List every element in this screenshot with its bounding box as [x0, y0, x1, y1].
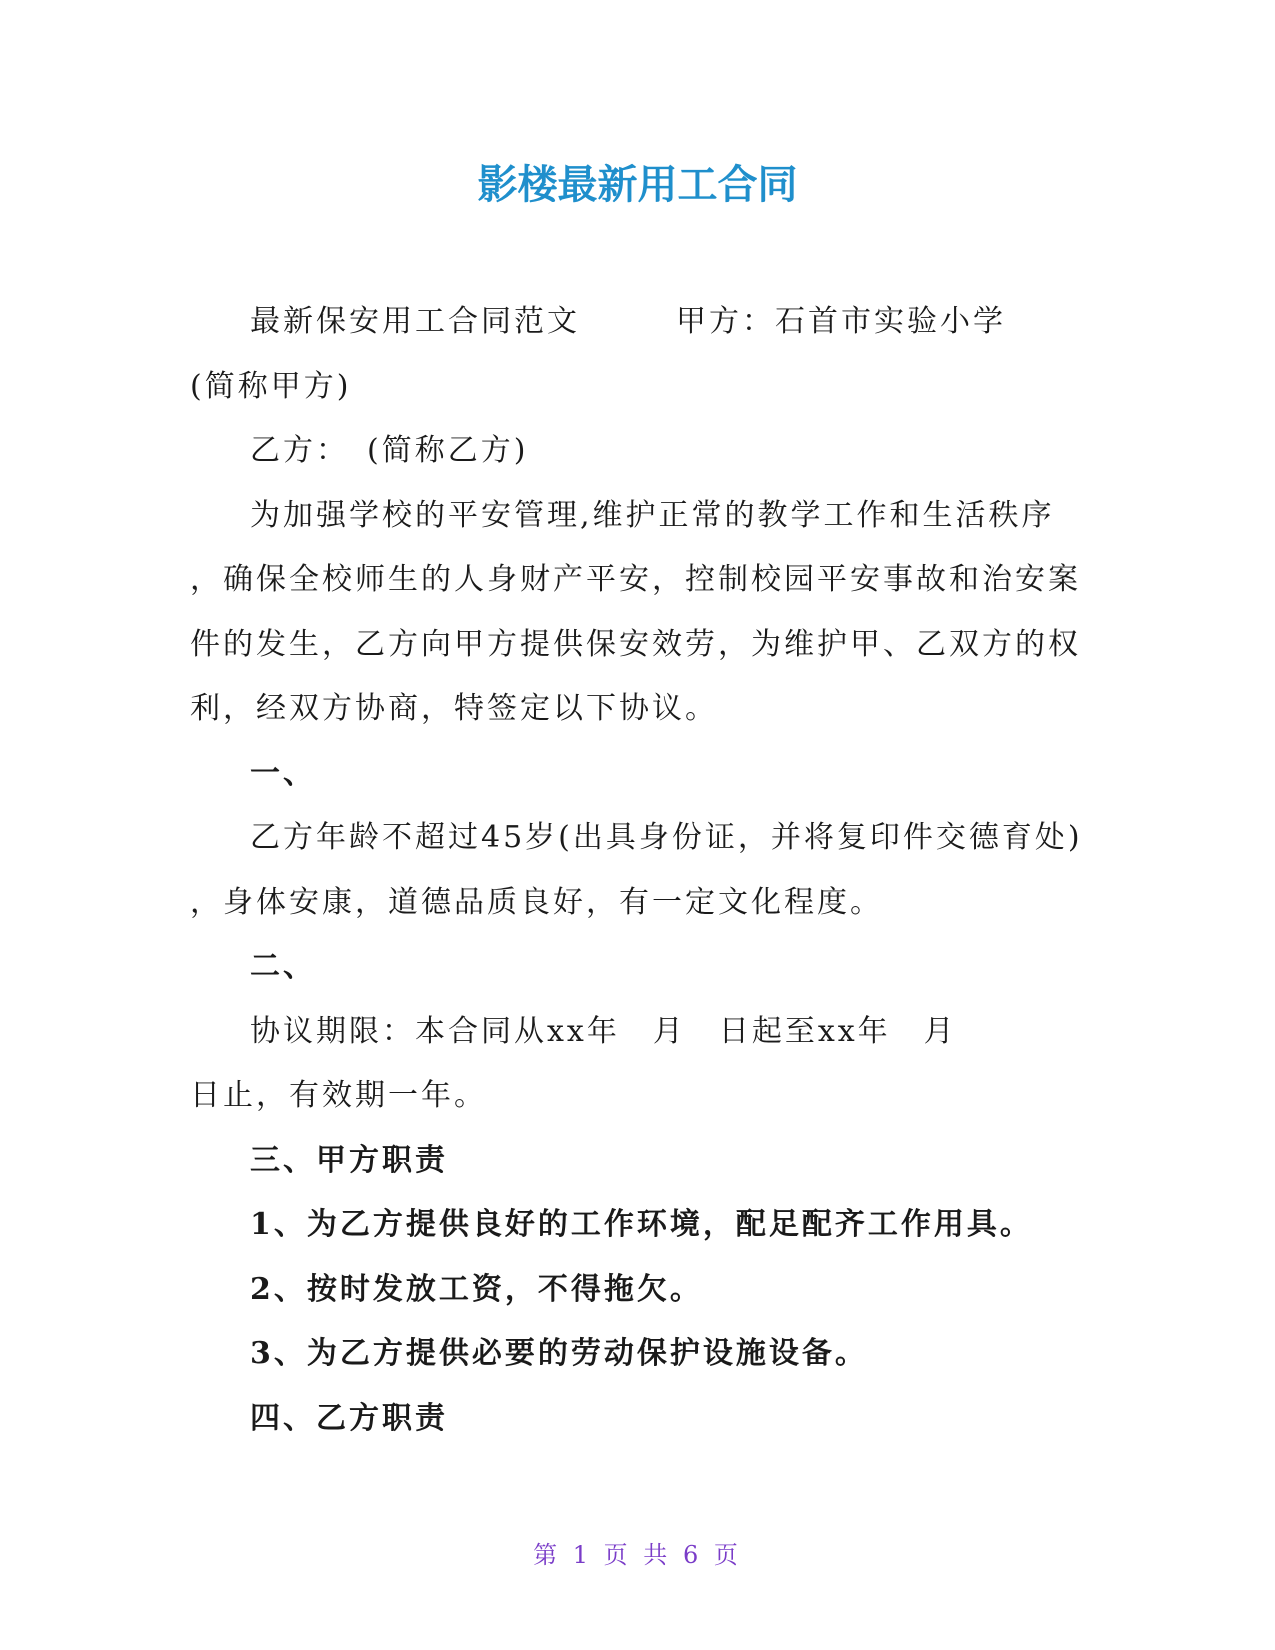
- paragraph-line: 利，经双方协商，特签定以下协议。: [190, 691, 718, 726]
- list-item: 2、按时发放工资，不得拖欠。: [250, 1271, 703, 1307]
- section-heading: 一、: [250, 755, 316, 791]
- paragraph-line: 为加强学校的平安管理,维护正常的教学工作和生活秩序: [250, 497, 1055, 533]
- paragraph-line: 件的发生，乙方向甲方提供保安效劳，为维护甲、乙双方的权: [190, 626, 1081, 662]
- page-number-footer: 第 1 页 共 6 页: [533, 1541, 742, 1569]
- paragraph-line: ，身体安康，道德品质良好，有一定文化程度。: [190, 884, 883, 920]
- list-item: 3、为乙方提供必要的劳动保护设施设备。: [250, 1336, 868, 1371]
- template-heading: 最新保安用工合同范文: [250, 304, 580, 339]
- section-heading: 二、: [250, 949, 316, 984]
- paragraph-line: ，确保全校师生的人身财产平安，控制校园平安事故和治安案: [190, 562, 1081, 597]
- paragraph-line: 日止，有效期一年。: [190, 1078, 487, 1113]
- section-heading: 三、甲方职责: [250, 1142, 448, 1178]
- party-a-label: 甲方：石首市实验小学: [676, 304, 1006, 339]
- paragraph-line: 协议期限：本合同从xx年 月 日起至xx年 月: [250, 1013, 957, 1049]
- party-b-line: 乙方： (简称乙方): [250, 433, 529, 468]
- paragraph-line: (简称甲方): [190, 368, 352, 404]
- document-body: [190, 290, 1090, 1451]
- document-title: 影楼最新用工合同: [477, 162, 798, 208]
- paragraph-line: [190, 290, 1090, 355]
- paragraph-line: 乙方年龄不超过45岁(出具身份证，并将复印件交德育处): [250, 820, 1083, 855]
- section-heading: 四、乙方职责: [250, 1400, 448, 1436]
- list-item: 1、为乙方提供良好的工作环境，配足配齐工作用具。: [250, 1207, 1033, 1242]
